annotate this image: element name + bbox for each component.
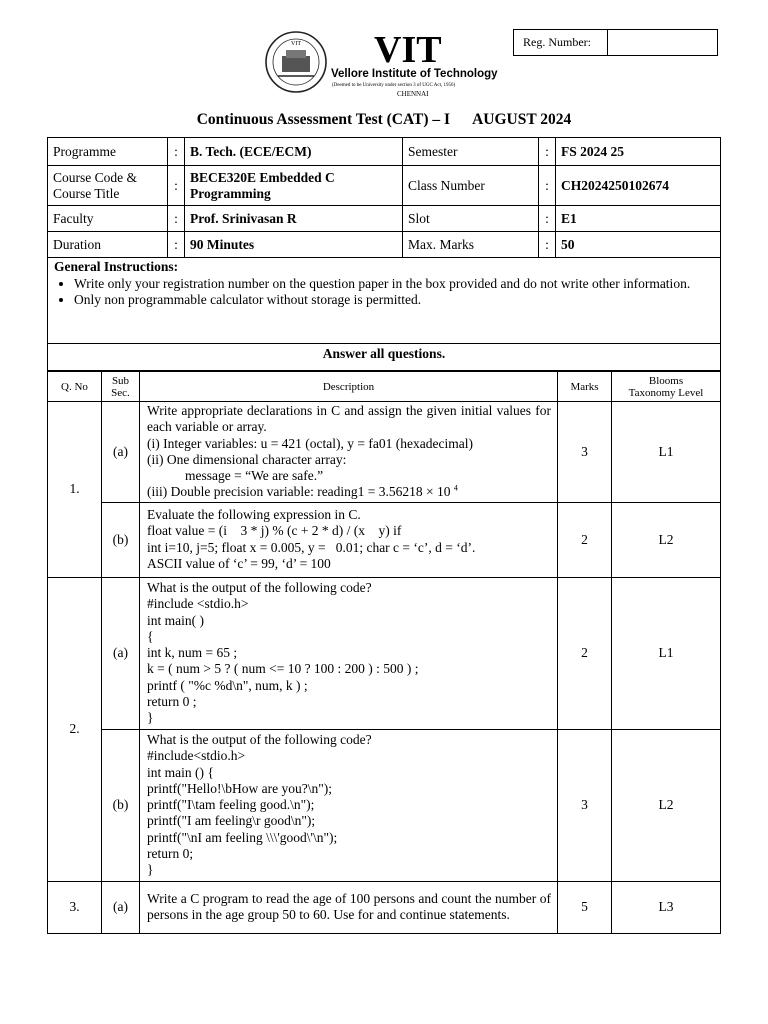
table-row [48, 577, 721, 729]
svg-text:VIT: VIT [374, 30, 442, 71]
semester-value: FS 2024 25 [556, 138, 721, 166]
sub-section: (a) [102, 577, 140, 729]
instructions-heading: General Instructions: [54, 259, 179, 274]
marks-value: 3 [558, 729, 612, 881]
course-info-table [47, 137, 721, 258]
marks-value: 2 [558, 502, 612, 577]
max-marks-value: 50 [556, 232, 721, 258]
question-number: 2. [48, 577, 102, 881]
blooms-level: L2 [612, 502, 721, 577]
instruction-item: • Only non programmable calculator without storage is permitted. [74, 292, 714, 309]
question-description: Write appropriate declarations in C and assign the given initial values for each variable or array. (i) Integer variables: u = 421 (octal), y = fa01 (hexadecimal) (ii) One dimensional character array: message = “We are safe.” (iii) Double precision variable: reading1 = 3.56218 × 10 $^4$ [140, 402, 558, 503]
exam-month: AUGUST 2024 [472, 111, 572, 128]
svg-text:VIT: VIT [291, 41, 301, 47]
table-row [48, 729, 721, 881]
col-marks: Marks [558, 372, 612, 402]
col-subsection: Sub Sec. [102, 372, 140, 402]
svg-text:CHENNAI: CHENNAI [397, 90, 429, 98]
marks-value: 5 [558, 881, 612, 933]
reg-number-field[interactable] [608, 30, 717, 55]
course-value: BECE320E Embedded C Programming [185, 166, 403, 206]
blooms-level: L3 [612, 881, 721, 933]
marks-value: 2 [558, 577, 612, 729]
class-number-value: CH2024250102674 [556, 166, 721, 206]
question-description: Evaluate the following expression in C. float value = (i 3 * j) % (c + 2 * d) / (x y) if int i=10, j=5; float x = 0.005, y = 0.01; char c = ‘c’, d = ‘d’. ASCII value of ‘c’ = 99, ‘d’ = 100 [140, 502, 558, 577]
duration-value: 90 Minutes [185, 232, 403, 258]
blooms-level: L1 [612, 577, 721, 729]
svg-text:Vellore Institute of Technolog: Vellore Institute of Technology [331, 68, 498, 80]
table-row [48, 881, 721, 933]
info-row-programme: Programme : B. Tech. (ECE/ECM) Semester : FS 2024 25 [48, 138, 721, 166]
col-qno: Q. No [48, 372, 102, 402]
svg-text:(Deemed to be University under: (Deemed to be University under section 3 of UGC Act, 1956) [332, 83, 456, 88]
programme-value: B. Tech. (ECE/ECM) [185, 138, 403, 166]
blooms-level: L2 [612, 729, 721, 881]
col-description: Description [140, 372, 558, 402]
reg-number-label: Reg. Number: [514, 30, 608, 55]
question-description: Write a C program to read the age of 100 persons and count the number of persons in the age group 50 to 60. Use for and continue statements. [140, 881, 558, 933]
slot-value: E1 [556, 206, 721, 232]
marks-value: 3 [558, 402, 612, 503]
general-instructions [47, 257, 721, 344]
questions-table [47, 371, 721, 934]
table-row [48, 502, 721, 577]
sub-section: (b) [102, 502, 140, 577]
question-description: What is the output of the following code? #include<stdio.h> int main () { printf("Hello!\bHow are you?\n"); printf("I\tam feeling good.\n"); printf("I am feeling\r good\n"); printf("\nI am feeling \\\'good\'\n"); return 0; } [140, 729, 558, 881]
info-row-faculty: Faculty : Prof. Srinivasan R Slot : E1 [48, 206, 721, 232]
answer-all-heading: Answer all questions. [47, 344, 721, 371]
instructions-list [54, 276, 714, 309]
questions-header-row [48, 372, 721, 402]
blooms-level: L1 [612, 402, 721, 503]
vit-logo [264, 30, 504, 102]
sub-section: (b) [102, 729, 140, 881]
exam-name: Continuous Assessment Test (CAT) – I [196, 111, 451, 128]
question-description: What is the output of the following code? #include <stdio.h> int main( ) { int k, num = 65 ; k = ( num > 5 ? ( num <= 10 ? 100 : 200 ) : 500 ) ; printf ( "%c %d\n", num, k ) ; return 0 ; } [140, 577, 558, 729]
registration-number-box [513, 29, 718, 56]
info-row-course: Course Code & Course Title : BECE320E Embedded C Programming Class Number : CH2024250102674 [48, 166, 721, 206]
page-header [0, 0, 768, 105]
sub-section: (a) [102, 881, 140, 933]
faculty-value: Prof. Srinivasan R [185, 206, 403, 232]
col-blooms: Blooms Taxonomy Level [612, 372, 721, 402]
info-row-duration: Duration : 90 Minutes Max. Marks : 50 [48, 232, 721, 258]
table-row [48, 402, 721, 503]
question-number: 3. [48, 881, 102, 933]
instruction-item: • Write only your registration number on the question paper in the box provided and do not write other information. [74, 276, 714, 293]
sub-section: (a) [102, 402, 140, 503]
question-number: 1. [48, 402, 102, 578]
exam-title [0, 111, 768, 129]
